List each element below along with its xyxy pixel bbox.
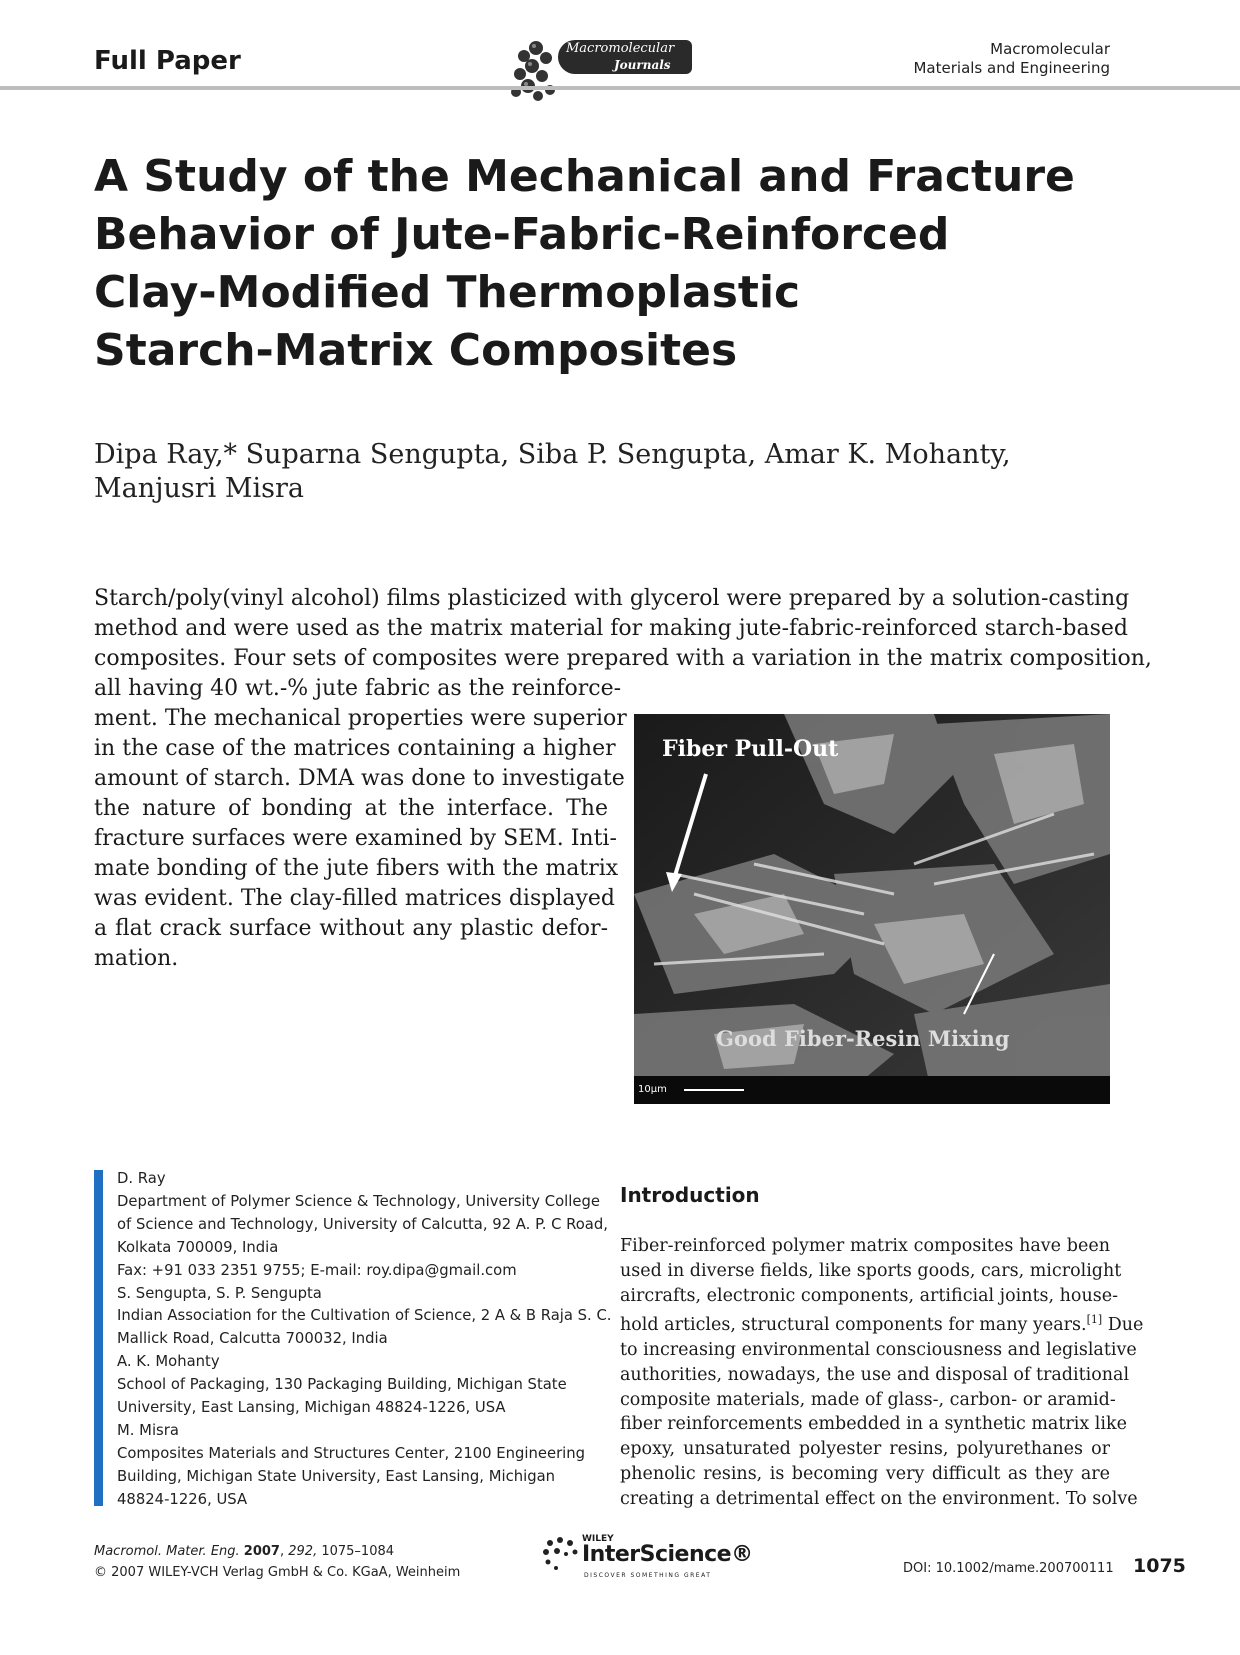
- journal-name: [913, 40, 1110, 78]
- title-line: Behavior of Jute-Fabric-Reinforced: [94, 209, 950, 260]
- wiley-interscience-logo: [540, 1532, 753, 1584]
- intro-line: creating a detrimental effect on the environment. To solve: [620, 1488, 1138, 1509]
- footer-citation: Macromol. Mater. Eng. 2007, 292, 1075–1084 © 2007 WILEY-VCH Verlag GmbH & Co. KGaA, Weinheim: [94, 1541, 460, 1583]
- affiliation-line: Composites Materials and Structures Center, 2100 Engineering: [117, 1444, 586, 1462]
- abstract-narrow: [94, 674, 627, 974]
- affiliation-line: Indian Association for the Cultivation of Science, 2 A & B Raja S. C.: [117, 1307, 612, 1325]
- title-line: A Study of the Mechanical and Fracture: [94, 151, 1075, 202]
- header-rule: [0, 86, 1240, 90]
- affiliation-line: 48824-1226, USA: [117, 1490, 248, 1508]
- abstract-line: a flat crack surface without any plastic defor-: [94, 916, 608, 941]
- intro-line-tail: Due: [1102, 1315, 1144, 1336]
- intro-line: to increasing environmental consciousness and legislative: [620, 1340, 1137, 1361]
- intro-line: composite materials, made of glass-, carbon- or aramid-: [620, 1389, 1116, 1410]
- sem-label-fiber-pullout: Fiber Pull-Out: [662, 736, 839, 762]
- affiliation-line: Mallick Road, Calcutta 700032, India: [117, 1330, 388, 1348]
- affiliations: [117, 1168, 612, 1512]
- abstract-line: Starch/poly(vinyl alcohol) films plasticized with glycerol were prepared by a solution-casting: [94, 586, 1130, 611]
- authors-line2: Manjusri Misra: [94, 473, 305, 504]
- intro-line-with-ref: [620, 1308, 1144, 1338]
- abstract-line: composites. Four sets of composites were prepared with a variation in the matrix composition,: [94, 646, 1152, 671]
- sem-scale-bar-label: 10μm: [638, 1084, 667, 1095]
- article-title: [94, 148, 1075, 380]
- logo-text-top: Macromolecular: [566, 41, 675, 56]
- author-list: [94, 438, 1094, 506]
- abstract-line: all having 40 wt.-% jute fabric as the reinforce-: [94, 676, 622, 701]
- molecule-icon: [506, 34, 566, 104]
- wiley-wordmark: WILEY: [582, 1534, 614, 1544]
- wiley-tagline: DISCOVER SOMETHING GREAT: [584, 1572, 712, 1579]
- section-heading-introduction: Introduction: [620, 1183, 760, 1207]
- affiliation-line: S. Sengupta, S. P. Sengupta: [117, 1284, 322, 1302]
- affiliation-line: School of Packaging, 130 Packaging Building, Michigan State: [117, 1376, 567, 1394]
- abstract-full-width: [94, 584, 1152, 674]
- abstract-line: mation.: [94, 946, 179, 971]
- page-number: 1075: [1133, 1555, 1186, 1577]
- intro-line-text: hold articles, structural components for many years.: [620, 1315, 1087, 1336]
- copyright: © 2007 WILEY-VCH Verlag GmbH & Co. KGaA, Weinheim: [94, 1565, 461, 1580]
- title-line: Clay-Modified Thermoplastic: [94, 267, 801, 318]
- abstract-line: fracture surfaces were examined by SEM. Inti-: [94, 826, 617, 851]
- journal-name-line1: Macromolecular: [990, 40, 1110, 58]
- abstract-line: was evident. The clay-filled matrices displayed: [94, 886, 616, 911]
- citation-volume: 292,: [288, 1544, 318, 1559]
- affiliation-line: Building, Michigan State University, East Lansing, Michigan: [117, 1467, 556, 1485]
- intro-line: epoxy, unsaturated polyester resins, polyurethanes or: [620, 1439, 1110, 1460]
- affiliation-line: M. Misra: [117, 1421, 179, 1439]
- doi: DOI: 10.1002/mame.200700111: [903, 1561, 1114, 1576]
- reference-1-link[interactable]: [1]: [1086, 1313, 1103, 1327]
- intro-line: used in diverse fields, like sports goods, cars, microlight: [620, 1260, 1122, 1281]
- abstract-line: amount of starch. DMA was done to investigate: [94, 766, 625, 791]
- journal-abbrev: Macromol. Mater. Eng.: [94, 1544, 240, 1559]
- abstract-line: in the case of the matrices containing a higher: [94, 736, 616, 761]
- intro-line: aircrafts, electronic components, artificial joints, house-: [620, 1285, 1118, 1306]
- section-label: Full Paper: [94, 46, 241, 76]
- logo-text-bottom: Journals: [614, 58, 671, 72]
- sem-micrograph: [634, 714, 1110, 1104]
- interscience-wordmark: InterScience®: [582, 1542, 753, 1567]
- intro-line: Fiber-reinforced polymer matrix composites have been: [620, 1236, 1110, 1256]
- intro-line: phenolic resins, is becoming very difficult as they are: [620, 1464, 1110, 1484]
- affiliation-line: D. Ray: [117, 1170, 166, 1187]
- authors-line1: Dipa Ray,* Suparna Sengupta, Siba P. Sengupta, Amar K. Mohanty,: [94, 439, 1011, 470]
- affiliation-line: Fax: +91 033 2351 9755; E-mail: roy.dipa@gmail.com: [117, 1261, 517, 1279]
- intro-line: authorities, nowadays, the use and disposal of traditional: [620, 1364, 1130, 1385]
- journal-name-line2: Materials and Engineering: [913, 59, 1110, 77]
- abstract-line: the nature of bonding at the interface. The: [94, 796, 608, 821]
- sem-label-fiber-resin-mixing: Good Fiber-Resin Mixing: [716, 1026, 1010, 1051]
- affiliation-line: Department of Polymer Science & Technology, University College: [117, 1192, 600, 1210]
- affiliation-line: A. K. Mohanty: [117, 1353, 220, 1371]
- introduction-body: [620, 1234, 1144, 1512]
- citation-pages: 1075–1084: [321, 1544, 395, 1559]
- citation-year: 2007: [243, 1544, 280, 1559]
- abstract-line: method and were used as the matrix material for making jute-fabric-reinforced starch-based: [94, 616, 1128, 641]
- affiliation-line: of Science and Technology, University of Calcutta, 92 A. P. C Road,: [117, 1215, 608, 1233]
- globe-dots-icon: [540, 1534, 580, 1574]
- intro-line: fiber reinforcements embedded in a synthetic matrix like: [620, 1414, 1127, 1435]
- title-line: Starch-Matrix Composites: [94, 325, 738, 376]
- affiliation-line: University, East Lansing, Michigan 48824-1226, USA: [117, 1399, 506, 1417]
- macromolecular-journals-logo: [506, 34, 696, 104]
- affiliation-accent-bar: [94, 1170, 103, 1506]
- abstract-line: mate bonding of the jute fibers with the matrix: [94, 856, 619, 881]
- affiliation-line: Kolkata 700009, India: [117, 1238, 279, 1256]
- abstract-line: ment. The mechanical properties were superior: [94, 706, 627, 731]
